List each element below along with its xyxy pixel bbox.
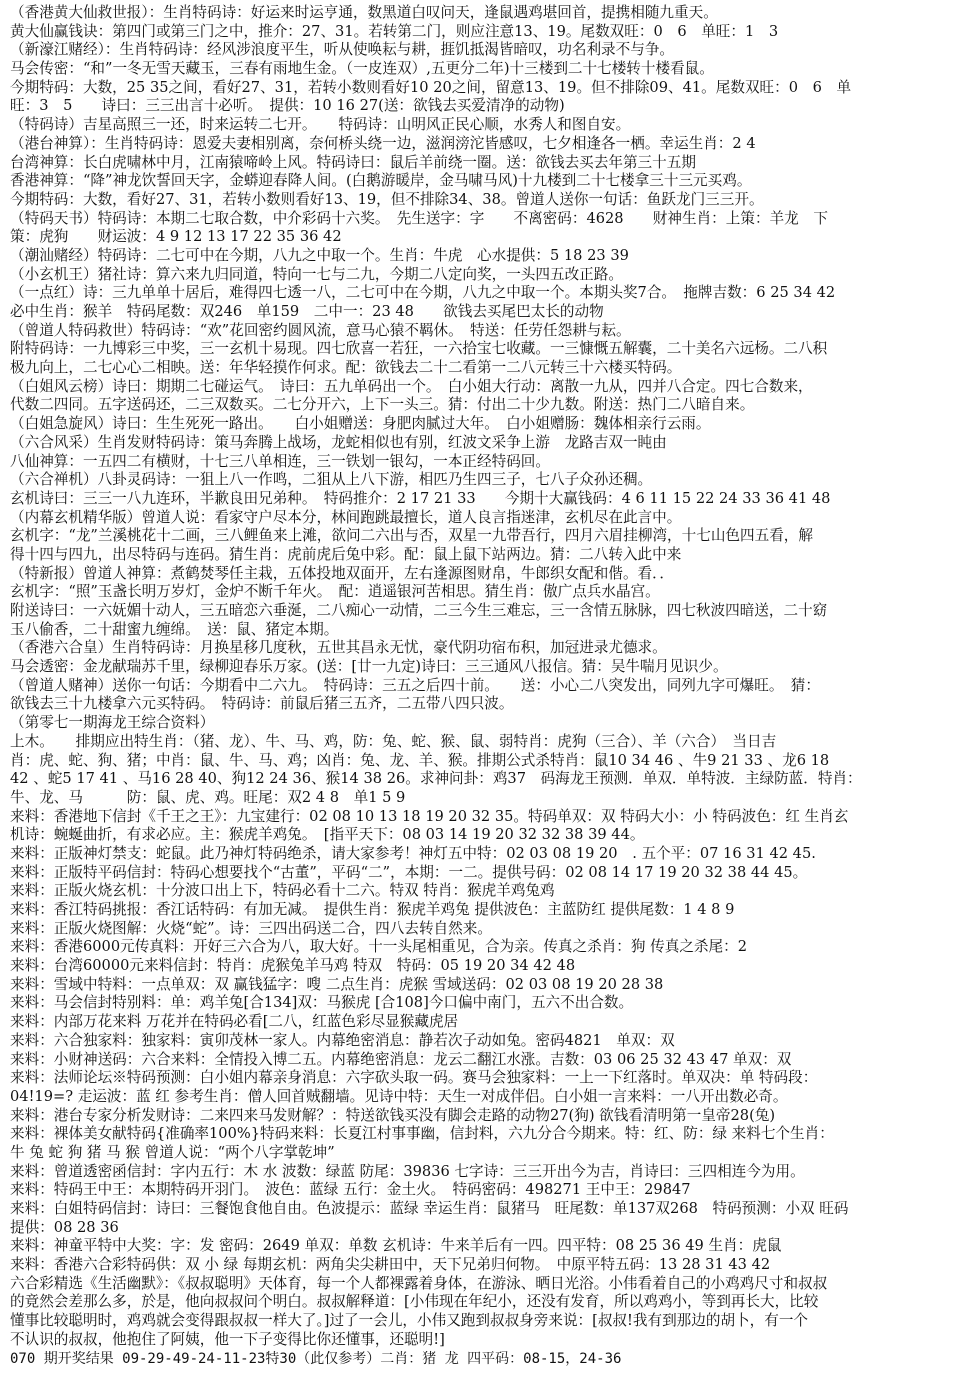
text-line: 来料：正版神灯禁支：蛇鼠。此乃神灯特码绝杀，请大家参考！神灯五中特：02 03 08 19 20 . 五个平：07 16 31 42 45. bbox=[10, 844, 816, 862]
text-line: 来料：正版特平码信封：特码心想要找个“古董”，平码“二”，本期：一二。提供号码：02 08 14 17 19 20 32 38 44 45。 bbox=[10, 863, 808, 881]
text-line: （潮汕赌经）特码诗：二七可中在今期，八九之中取一个。生肖：牛虎 心水提供：5 18 23 39 bbox=[10, 246, 629, 264]
text-line: 香港神算：“降”神龙饮誓回天字，金蟒迎春降人间。(白鹅游暖岸，金马啸马风)十九楼到二十七楼拿三十三元买鸡。 bbox=[10, 172, 752, 190]
text-line: （六合禅机）八卦灵码诗：一狙上八一作鸣，二狙从上八下游，相匹乃生四三子，七八子众孙还稠。 bbox=[10, 471, 653, 489]
text-line: 不认识的叔叔，他抱住了阿姨，他一下子变得比你还懂事，还聪明!] bbox=[10, 1330, 445, 1348]
text-line: 的竟然会差那么多，於是，他向叔叔问个明白。叔叔解释道：[小伟现在年纪小，还没有发育，所以鸡鸡小，等到再长大，比较 bbox=[10, 1293, 819, 1311]
text-line: 今期特码：大数，看好27、31，若转小数则看好13、19，但不排除34、38。曾道人送你一句话：鱼跃龙门三三开。 bbox=[10, 190, 764, 208]
text-line: 来料：曾道透密函信封：字内五行：木 水 波数：绿蓝 防尾：39836 七字诗：三三开出今为吉，肖诗曰：三四相连今为用。 bbox=[10, 1162, 805, 1180]
text-line: （香港六合皇）生肖特码诗：月换星移几度秋，五世其昌永无忧，豪代阴功宿布积，加冠进录尤德求。 bbox=[10, 639, 667, 657]
text-line: 来料：神童平特中大奖：字：发 密码：2649 单双：单数 玄机诗：牛来羊后有一四。四平特：08 25 36 49 生肖：虎鼠 bbox=[10, 1237, 782, 1255]
text-line: 六合彩精选《生活幽默》：《叔叔聪明》天体育，每一个人都裸露着身体，在游泳、晒日光浴。小伟看着自己的小鸡鸡尺寸和叔叔 bbox=[10, 1274, 828, 1292]
text-line: （小玄机王）猪社诗：算六来九归同道，特向一七与二九，今期二八定向奖，一头四五改正路。 bbox=[10, 265, 623, 283]
text-line: 马会透密：金龙献瑞苏千里，绿柳迎春乐万家。(送：[廿一九定)诗曰：三三通风八报信。猜：吴牛喘月见识少。 bbox=[10, 658, 728, 676]
text-line: 玄机诗曰：三三一八九连环，半歉良田兄弟种。 特码推介：2 17 21 33 今期十大赢钱码：4 6 11 15 22 24 33 36 41 48 bbox=[10, 489, 831, 507]
text-line: 来料：台湾60000元来料信封：特肖：虎猴兔羊马鸡 特双 特码：05 19 20 34 42 48 bbox=[10, 957, 576, 975]
text-line: 来料：小财神送码：六合来料：全情投入博二五。内幕绝密消息：龙云二翻江水涨。吉数：03 06 25 32 43 47 单双：双 bbox=[10, 1050, 792, 1068]
text-line: 来料：香港六合彩特码供：双 小 绿 每期玄机：两角尖尖耕田中，天下兄弟归何物。 中原平特五码：13 28 31 43 42 bbox=[10, 1256, 771, 1274]
text-line: 代数二四同。五字送码还，二三双数买。二七分开六，上下一头三。猜：付出二十少九数。附送：热门二八暗自来。 bbox=[10, 396, 755, 414]
text-line: 八仙神算：一五四二有横财，十七三八单相连，三一铁划一银勾，一本正经特码回。 bbox=[10, 452, 550, 470]
text-line: 提供：08 28 36 bbox=[10, 1218, 119, 1236]
text-line: 42 、蛇5 17 41 、马16 28 40、狗12 24 36、猴14 38 26。求神问卦：鸡37 码海龙王预测．单双．单特波．主绿防蓝．特肖： bbox=[10, 770, 862, 788]
text-line: 欲钱去三十九楼拿六元买特码。 特码诗：前鼠后猪三五齐，二五带八四只波。 bbox=[10, 695, 514, 713]
text-column bbox=[10, 4, 940, 1368]
text-line: 台湾神算：长白虎啸林中月，江南猿啼岭上风。特码诗曰：鼠后羊前绕一圈。送：欲钱去买去年第三十五期 bbox=[10, 153, 696, 171]
text-line: 机诗：蜿蜒曲折，有求必应。主：猴虎羊鸡兔。 [指平天下：08 03 14 19 20 32 32 38 39 44。 bbox=[10, 826, 645, 844]
text-line: 来料：雪域中特料：一点单双：双 赢钱猛字：嗖 二点生肖：虎猴 雪域送码：02 03 08 19 20 28 38 bbox=[10, 975, 664, 993]
text-line: 必中生肖：猴羊 特码尾数：双246 单159 二中一：23 48 欲钱去买尾巴太长的动物 bbox=[10, 303, 604, 320]
text-line: 黄大仙赢钱诀：第四门或第三门之中，推介：27、31。若转第二门，则应注意13、19。尾数双旺：0 6 单旺：1 3 bbox=[10, 22, 779, 40]
text-line: 策：虎狗 财运波：4 9 12 13 17 22 35 36 42 bbox=[10, 228, 342, 246]
text-line: 马会传密：“和”一冬无雪天藏玉，三春有雨地生金。（一皮连双）,五更分二年)十三楼到二十七楼转十楼看鼠。 bbox=[10, 60, 714, 78]
text-line: （白姐风云榜）诗曰：期期二七碰运气。 诗曰：五九单码出一个。 白小姐大行动：离散一九从，四并八合定。四七合数来， bbox=[10, 377, 813, 395]
text-line: 来料：六合独家料：独家料：寅卯茂林一家人。内幕绝密消息：静若次子动如兔。密码4821 单双：双 bbox=[10, 1031, 675, 1049]
text-line: 今期特码：大数，25 35之间，看好27、31，若转小数则看好10 20之间，留意13、19。但不排除09、41。尾数双旺：0 6 单 bbox=[10, 78, 852, 96]
text-line: 得十四与四九，出尽特码与连码。猜生肖：虎前虎后兔中彩。配：鼠上鼠下站两边。猜：二八转入此中来 bbox=[10, 545, 682, 563]
text-line: 来料：特码王中王：本期特码开羽门。 波色：蓝绿 五行：金土火。 特码密码：498271 王中王：29847 bbox=[10, 1181, 691, 1199]
text-line: （内幕玄机精华版）曾道人说：看家守户尽本分，林间跑跳最擅长，道人良言指迷津，玄机尽在此言中。 bbox=[10, 508, 682, 526]
text-line: 极九向上，二七心心二相映。送：年华轻摸作何求。配：欲钱去二十二看第一二八元转三十六楼买特码。 bbox=[10, 359, 682, 377]
text-line: （新濠江赌经）：生肖特码诗：经风涉浪度平生，听从使唤耘与耕，捱饥抵渴皆暗叹，功名利录不与争。 bbox=[10, 41, 675, 59]
text-line: 来料：马会信封特别料：单：鸡羊兔[合134]双：马猴虎 [合108]今口偏中南门，五六不出合数。 bbox=[10, 994, 634, 1012]
text-line: 玉八偷香，二十甜蜜九缠绵。 送：鼠、猪定本期。 bbox=[10, 620, 339, 638]
text-line: （特码天书）特码诗：本期二七取合数，中介彩码十六奖。 先生送字：字 不离密码：4628 财神生肖：上策：羊龙 下 bbox=[10, 209, 828, 227]
text-line: （六合风采）生肖发财特码诗：策马奔腾上战场，龙蛇相似也有别，红波文采争上游 龙路吉双一盹由 bbox=[10, 433, 667, 451]
text-line: 来料：白姐特码信封：诗曰：三餐饱食他自由。色波提示：蓝绿 幸运生肖：鼠猪马 旺尾数：单137双268 特码预测：小双 旺码 bbox=[10, 1200, 849, 1217]
text-line: 来料：裸体美女献特码{准确率100%}特码来料：长夏江村事事幽，信封料，六九分合今期来。特：红、防：绿 来料七个生肖： bbox=[10, 1125, 834, 1143]
text-line: （港台神算）：生肖特码诗：恩爱夫妻相别离，奈何桥头绕一边，滋润滂沱皆感叹，七夕相逢各一栖。幸运生肖：2 4 bbox=[10, 134, 756, 152]
text-line: 玄机字：“龙”兰溪桃花十二画，三八鲤鱼来上滩，欲问二六出与否，双星一九带吾行，四月六眉挂柳湾，十七山色四五看，解 bbox=[10, 527, 813, 545]
text-line: 来料：法师论坛※特码预测：白小姐内幕亲身消息：六字砍头取一码。赛马会独家料：一上一下红落时。单双决：单 特码段： bbox=[10, 1069, 818, 1087]
text-line: 牛 兔 蛇 狗 猪 马 猴 曾道人说：“两个八字掌乾坤” bbox=[10, 1143, 335, 1161]
text-line: 来料：香港地下信封《千王之王》：九宝建行：02 08 10 13 18 19 20 32 35。特码单双：双 特码大小：小 特码波色：红 生肖玄 bbox=[10, 807, 849, 825]
text-line: 来料：港台专家分析发财诗：二来四来马发财解？：特送欲钱买没有脚会走路的动物27(狗) 欲钱看清明第一皇帝28(兔) bbox=[10, 1106, 776, 1124]
text-line: 懂事比较聪明时，鸡鸡就会变得跟叔叔一样大了。]过了一会儿，小伟又跑到叔叔身旁来说：[叔叔!我有到那边的胡卜，有一个 bbox=[10, 1312, 809, 1330]
text-line: 旺：3 5 诗曰：三三出言十必听。 提供：10 16 27(送：欲钱去买爱清净的动物) bbox=[10, 97, 565, 115]
text-line: 附特码诗：一九博彩三中奖，三一玄机十易现。四七欣喜一若狂，一六拾宝七收藏。一三慷慨五解囊，二十美名六远杨。二八积 bbox=[10, 340, 828, 358]
text-line: 来料：香港6000元传真料：开好三六合为八，取大好。十一头尾相重见，合为亲。传真之杀肖：狗 传真之杀尾：2 bbox=[10, 938, 747, 956]
text-line: （香港黄大仙救世报）：生肖特码诗：好运来时运亨通，数黑道白叹问天，逢鼠遇鸡堪回首，提携相随九重天。 bbox=[10, 4, 718, 21]
text-line: 来料：正版火烧图解：火烧“蛇”。诗：三四出码送二合，四八去转自然来。 bbox=[10, 919, 492, 937]
text-line: （特码诗）吉星高照三一还，时来运转二七开。 特码诗：山明风正民心顺，水秀人和图自安。 bbox=[10, 116, 631, 134]
text-line: 来料：香江特码挑报：香江话特码：有加无减。 提供生肖：猴虎羊鸡兔 提供波色：主蓝防红 提供尾数：1 4 8 9 bbox=[10, 901, 735, 918]
text-line: 04!19=? 走运波：蓝 红 参考生肖：僧人回首贼翻墙。见诗中特：天生一对成伴侣。白小姐一言来料：一八开出数必奇。 bbox=[10, 1087, 788, 1105]
text-line: 玄机字：“照”玉盏长明万岁灯，金炉不断千年火。 配：逍遥银河苦相思。猜生肖：傲广点兵水晶宫。 bbox=[10, 583, 660, 601]
text-line: （曾道人赌神）送你一句话：今期看中二六九。 特码诗：三五之后四十前。 送：小心二八突发出，同列九字可爆旺。 猜： bbox=[10, 676, 820, 694]
text-line: （白姐急旋风）诗曰：生生死死一路出。 白小姐赠送：身肥肉腻过大年。 白小姐赠肠：魏体相亲行云雨。 bbox=[10, 415, 711, 433]
text-line: 来料：正版火烧玄机：十分波口出上下，特码必看十二六。特双 特肖：猴虎羊鸡兔鸡 bbox=[10, 882, 555, 900]
text-line: 肖：虎、蛇、狗、猪；中肖：鼠、牛、马、鸡；凶肖：兔、龙、羊、猴。排期公式杀特肖：鼠10 34 46 、牛9 21 33 、龙6 18 bbox=[10, 751, 830, 769]
text-line: 来料：内部万花来料 万花并在特码必看[二八，红蓝色彩尽显猴藏虎居 bbox=[10, 1013, 459, 1031]
text-line: 附送诗曰：一六妩媚十动人，三五暗恋六垂涎，二八痴心一动情，二三今生三难忘，三一含情五脉脉，四七秋波四暗送，二十窈 bbox=[10, 602, 828, 619]
text-line: 牛、龙、马 防：鼠、虎、鸡。旺尾：双2 4 8 单1 5 9 bbox=[10, 788, 406, 806]
text-line: （第零七一期海龙王综合资料） bbox=[10, 714, 215, 732]
text-line: 上木。 排期应出特生肖：（猪、龙）、牛、马、鸡，防：兔、蛇、猴、鼠、弱特肖：虎狗（三合）、羊（六合） 当日吉 bbox=[10, 732, 777, 750]
text-line: （特新报）曾道人神算：煮鹤焚琴任主栽，五体投地双面开，左右逢源图财帛，牛郎织女配和偕。看．． bbox=[10, 564, 675, 582]
text-line: （曾道人特码救世）特码诗：“欢”花回密约圆风流，意马心猿不羁休。 特送：任劳任怨耕与耘。 bbox=[10, 321, 631, 339]
text-line: 070 期开奖结果 09-29-49-24-11-23特30（此仅参考）二肖：猪 龙 四平码：08-15，24-36 bbox=[10, 1350, 622, 1367]
text-line: （一点红）诗：三九单单十居后，难得四七透一八，二七可中在今期，八九之中取一个。本期头奖7合。 拖牌吉数：6 25 34 42 bbox=[10, 284, 836, 302]
